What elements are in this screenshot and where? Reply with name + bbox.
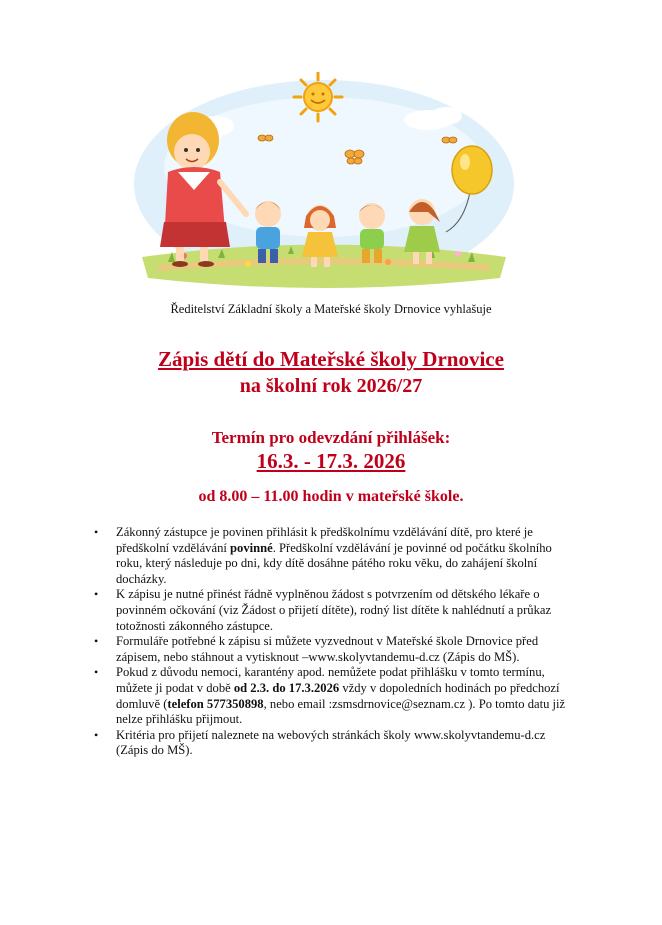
list-item: • Kritéria pro přijetí naleznete na webových stránkách školy www.skolyvtandemu-d.cz (Zápis do MŠ). <box>94 727 546 758</box>
intro-text: Ředitelství Základní školy a Mateřské školy Drnovice vyhlašuje <box>170 302 492 316</box>
bullet-icon: • <box>94 587 99 602</box>
bullet-icon: • <box>94 665 99 680</box>
deadline-date: 16.3. - 17.3. 2026 <box>256 449 406 473</box>
deadline-label: Termín pro odevzdání přihlášek: <box>211 428 451 447</box>
teacher-and-children-illustration <box>128 72 520 290</box>
list-item: • K zápisu je nutné přinést řádně vyplněnou žádost s potvrzením od dětského lékaře o povinném očkování (viz Žádost o přijetí dítěte), rodný list dítěte k nahlédnutí a průkaz totožnosti zákonného zástupce. <box>94 587 552 633</box>
school-year-subtitle: na školní rok 2026/27 <box>239 375 423 397</box>
list-item: • Formuláře potřebné k zápisu si můžete vyzvednout v Mateřské škole Drnovice před zápisem, nebo stáhnout a vytisknout –www.skolyvtandemu-d.cz (Zápis do MŠ). <box>94 634 539 664</box>
list-item: • Pokud z důvodu nemoci, karantény apod. nemůžete podat přihlášku v tomto termínu, můžete ji podat v době od 2.3. do 17.3.2026 vždy v dopoledních hodinách po předchozí domluvě (telefon 577350898, nebo email :zsmsdrnovice@seznam.cz ). Po tomto datu již nelze přihlášku přijmout. <box>94 665 566 727</box>
bullet-icon: • <box>94 525 99 539</box>
bullet-icon: • <box>94 634 99 649</box>
butterfly-icon <box>442 137 457 143</box>
office-hours: od 8.00 – 11.00 hodin v mateřské škole. <box>198 488 464 505</box>
list-item: • Zákonný zástupce je povinen přihlásit k předškolnímu vzdělávání dítě, pro které je předškolní vzdělávání povinné. Předškolní vzdělávání je povinné od počátku školního roku, který následuje po dni, kdy dítě dosáhne pátého roku věku, do zahájení školní docházky. <box>94 525 552 586</box>
page-title: Zápis dětí do Mateřské školy Drnovice <box>158 347 504 371</box>
info-list <box>92 525 570 759</box>
bullet-icon: • <box>94 727 99 742</box>
butterfly-icon <box>258 135 273 141</box>
sun-icon <box>294 73 342 121</box>
